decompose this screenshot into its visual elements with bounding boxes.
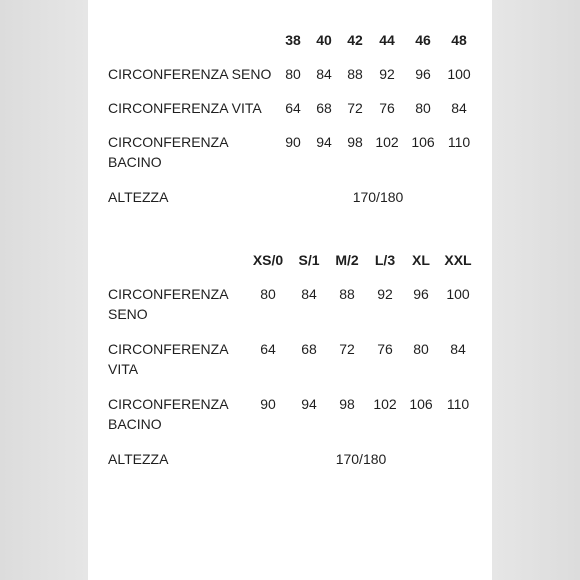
table-cell: 98 [339,396,355,412]
table-cell: 80 [415,100,431,116]
row-label-bacino: CIRCONFERENZA BACINO [108,134,229,170]
table-cell: 106 [411,134,435,150]
table-cell: 76 [379,100,395,116]
table-cell: 94 [316,134,332,150]
table-cell: 92 [377,286,393,302]
table-cell: 84 [301,286,317,302]
table-cell: 110 [447,134,471,150]
size-chart-panel [88,0,492,580]
table-cell: 100 [447,66,471,82]
table-cell: 80 [260,286,276,302]
left-backdrop [0,0,88,580]
table-cell: 94 [301,396,317,412]
table-cell: 84 [451,100,467,116]
table-cell: 80 [413,341,429,357]
table-cell: 102 [375,134,399,150]
table-cell: 76 [377,341,393,357]
table-cell: 96 [413,286,429,302]
size-header: L/3 [374,252,396,268]
size-header: 44 [379,32,395,48]
size-header: XL [412,252,430,268]
right-backdrop [492,0,580,580]
table-cell: 102 [373,396,397,412]
table-cell: 90 [260,396,276,412]
row-label-vita: CIRCONFERENZA VITA [108,341,229,377]
table-cell: 106 [409,396,433,412]
size-header: XXL [444,252,472,268]
row-label-seno: CIRCONFERENZA SENO [108,286,229,322]
size-header: M/2 [335,252,359,268]
table-cell: 84 [450,341,466,357]
table-cell: 88 [347,66,363,82]
table-cell: 72 [347,100,363,116]
table-cell: 72 [339,341,355,357]
height-value: 170/180 [335,451,387,467]
table-cell: 98 [347,134,363,150]
table-cell: 100 [446,286,470,302]
size-header: 46 [415,32,431,48]
row-label-bacino: CIRCONFERENZA BACINO [108,396,229,432]
row-label-altezza: ALTEZZA [108,451,169,467]
row-label-altezza: ALTEZZA [108,189,169,205]
size-header: 38 [285,32,301,48]
size-header: 40 [316,32,332,48]
table-cell: 68 [316,100,332,116]
size-header: 42 [347,32,363,48]
table-cell: 68 [301,341,317,357]
row-label-vita: CIRCONFERENZA VITA [108,100,262,116]
height-value: 170/180 [352,189,404,205]
table-cell: 80 [285,66,301,82]
size-header: 48 [451,32,467,48]
table-cell: 96 [415,66,431,82]
row-label-seno: CIRCONFERENZA SENO [108,66,272,82]
table-cell: 90 [285,134,301,150]
table-cell: 64 [260,341,276,357]
table-cell: 92 [379,66,395,82]
table-cell: 110 [446,396,470,412]
table-cell: 64 [285,100,301,116]
table-cell: 84 [316,66,332,82]
size-header: S/1 [298,252,320,268]
table-cell: 88 [339,286,355,302]
size-header: XS/0 [252,252,284,268]
